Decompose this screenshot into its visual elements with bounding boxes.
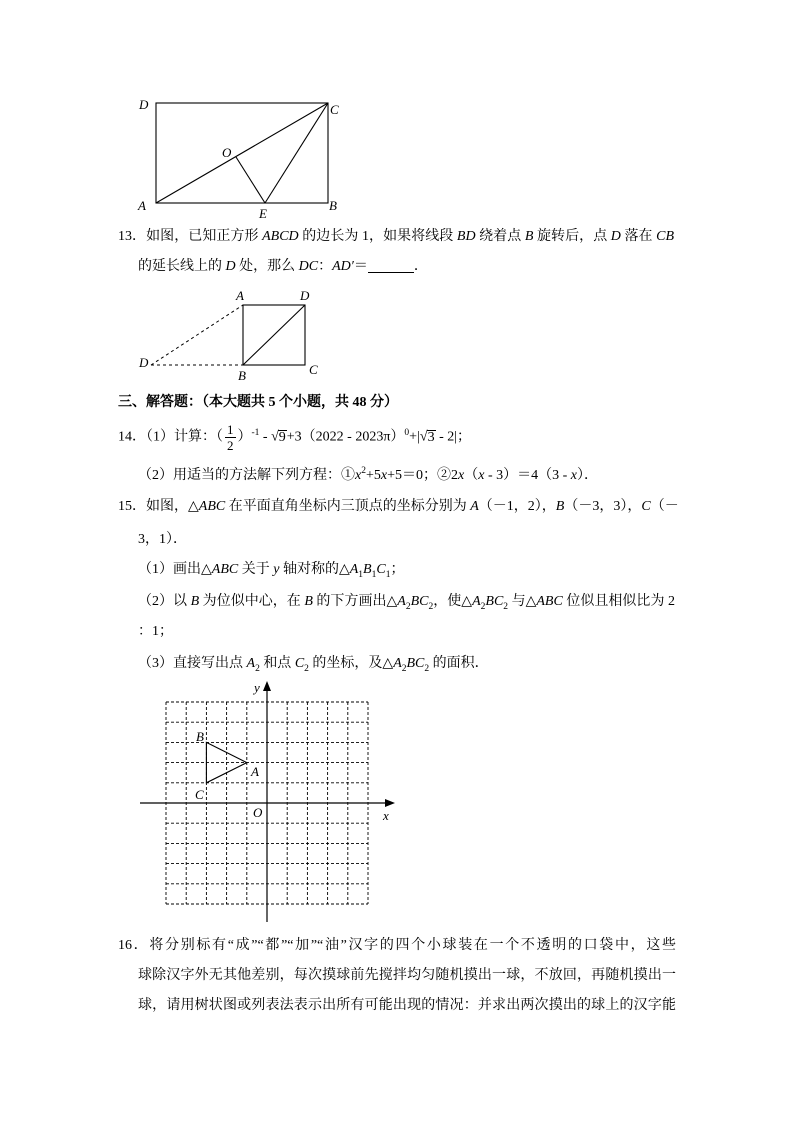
label-a: A bbox=[138, 198, 146, 213]
fraction-denominator: 2 bbox=[227, 438, 234, 453]
text-run: 如图，已知正方形 bbox=[146, 229, 263, 244]
subscript: 1 bbox=[385, 570, 391, 580]
text-run: 和点 bbox=[259, 656, 295, 671]
math-variable: C bbox=[641, 499, 651, 514]
math-variable: ABC bbox=[536, 594, 563, 609]
section-heading: 三、解答题：（本大题共 5 个小题，共 48 分） bbox=[118, 395, 398, 410]
label-d: D bbox=[300, 288, 310, 303]
text-run: ： bbox=[318, 259, 333, 274]
subscript: 1 bbox=[371, 570, 377, 580]
text-run: +5 bbox=[365, 468, 381, 483]
question-number: 16． bbox=[118, 938, 150, 953]
q15-line-2: 3，1）． bbox=[138, 532, 187, 547]
math-variable: BD bbox=[456, 229, 476, 244]
figure-rectangle-abcd bbox=[137, 97, 339, 221]
text-run: （1）画出△ bbox=[138, 562, 212, 577]
text-run: 的边长为 1，如果将线段 bbox=[298, 229, 457, 244]
text-run: （2）用适当的方法解下列方程：① bbox=[138, 468, 355, 483]
segment-oe bbox=[236, 157, 265, 203]
subscript: 1 bbox=[358, 570, 364, 580]
text-run: 的面积． bbox=[429, 656, 489, 671]
text-run: （1）计算：（ bbox=[146, 429, 223, 445]
math-variable: AD′ bbox=[332, 259, 354, 274]
label-b: B bbox=[196, 729, 204, 744]
math-variable: ABCD bbox=[262, 229, 299, 244]
q15-sub-3 bbox=[138, 654, 489, 674]
math-variable: C bbox=[376, 562, 386, 577]
math-variable: B bbox=[190, 594, 200, 609]
text-run: ； bbox=[390, 562, 405, 577]
superscript: 0 bbox=[404, 427, 410, 438]
q16-line-2: 球除汉字外无其他差别，每次摸球前先搅拌均匀随机摸出一球，不放回，再随机摸出一 bbox=[138, 968, 676, 983]
subscript: 2 bbox=[405, 602, 411, 612]
text-run: （3）直接写出点 bbox=[138, 656, 247, 671]
superscript: 2 bbox=[361, 466, 366, 476]
q15-sub-2-line-2: ：1； bbox=[138, 624, 173, 639]
text-run: - 2|； bbox=[435, 429, 472, 445]
math-variable: D bbox=[610, 229, 621, 244]
text-run: （－1，2）， bbox=[478, 499, 556, 514]
math-variable: A bbox=[397, 594, 406, 609]
text-run: （－3，3）， bbox=[564, 499, 642, 514]
x-axis-arrow-icon bbox=[385, 799, 395, 807]
text-run: 的延长线上的 bbox=[138, 259, 226, 274]
text-run: ）． bbox=[576, 468, 598, 483]
subscript: 2 bbox=[480, 602, 486, 612]
subscript: 2 bbox=[401, 664, 407, 674]
radical-sign: √ bbox=[419, 429, 428, 445]
math-variable: A bbox=[470, 499, 479, 514]
text-run: （－ bbox=[650, 499, 679, 514]
label-d: D bbox=[139, 97, 149, 112]
math-variable: x bbox=[478, 468, 485, 483]
q14-part-1 bbox=[118, 423, 471, 452]
subscript: 2 bbox=[428, 602, 434, 612]
superscript: -1 bbox=[251, 427, 260, 438]
label-o: O bbox=[222, 145, 232, 160]
math-variable: BC bbox=[410, 594, 429, 609]
label-a: A bbox=[251, 764, 259, 779]
text-run: （2）以 bbox=[138, 594, 191, 609]
text-run: 轴对称的△ bbox=[279, 562, 350, 577]
axis-label-x: x bbox=[383, 808, 389, 823]
math-variable: D bbox=[225, 259, 236, 274]
q14-part-2 bbox=[138, 466, 598, 486]
math-variable: DC bbox=[298, 259, 319, 274]
text-run: 将分别标有“成”“都”“加”“油”汉字的四个小球装在一个不透明的口袋中，这些 bbox=[149, 938, 677, 953]
dashed-segment-d-prime-a bbox=[151, 305, 243, 365]
math-variable: ABC bbox=[198, 499, 226, 514]
math-variable: x bbox=[355, 468, 362, 483]
text-run: +| bbox=[409, 429, 420, 445]
math-variable: ABC bbox=[211, 562, 239, 577]
segment-ec bbox=[265, 103, 328, 203]
figure-square-abcd bbox=[138, 288, 318, 383]
fraction bbox=[225, 423, 236, 452]
math-variable: y bbox=[273, 562, 280, 577]
label-d-rotated: D bbox=[139, 355, 149, 370]
answer-blank bbox=[368, 258, 414, 273]
text-run: 旋转后，点 bbox=[533, 229, 611, 244]
math-variable: B bbox=[524, 229, 534, 244]
q16-line-3: 球，请用树状图或列表法表示出所有可能出现的情况：并求出两次摸出的球上的汉字能 bbox=[138, 998, 676, 1013]
text-run: +5＝0；②2 bbox=[387, 468, 458, 483]
label-c: C bbox=[330, 102, 339, 117]
subscript: 2 bbox=[503, 602, 509, 612]
diagonal-ac bbox=[156, 103, 328, 203]
text-run: ，使△ bbox=[433, 594, 473, 609]
text-run: （ bbox=[464, 468, 479, 483]
label-c: C bbox=[195, 787, 204, 802]
text-run: ） bbox=[237, 429, 252, 445]
q15-line-1 bbox=[118, 497, 679, 517]
math-variable: A bbox=[393, 656, 402, 671]
axis-label-y: y bbox=[254, 680, 260, 695]
text-run: 与△ bbox=[508, 594, 537, 609]
math-variable: B bbox=[555, 499, 565, 514]
text-run: 处，那么 bbox=[235, 259, 299, 274]
math-variable: BC bbox=[406, 656, 425, 671]
text-run: 绕着点 bbox=[475, 229, 525, 244]
text-run: 如图，△ bbox=[146, 499, 199, 514]
label-e: E bbox=[259, 206, 267, 221]
subscript: 2 bbox=[424, 664, 430, 674]
math-variable: B bbox=[304, 594, 313, 609]
diagonal-bd bbox=[243, 305, 305, 365]
subscript: 2 bbox=[304, 664, 309, 674]
q13-line-2 bbox=[138, 257, 428, 277]
question-number: 13． bbox=[118, 229, 147, 244]
math-variable: A bbox=[472, 594, 481, 609]
label-origin: O bbox=[253, 805, 263, 820]
math-variable: C bbox=[294, 656, 305, 671]
question-number: 14． bbox=[118, 429, 146, 445]
q13-line-1 bbox=[118, 227, 674, 247]
math-variable: B bbox=[363, 562, 372, 577]
radicand: 9 bbox=[278, 429, 286, 445]
q15-sub-2-line-1 bbox=[138, 592, 675, 612]
math-variable: x bbox=[380, 468, 388, 483]
text-run: +3（2022 - 2023π） bbox=[286, 429, 405, 445]
text-run: 的坐标，及△ bbox=[308, 656, 394, 671]
radical-sign: √ bbox=[271, 429, 279, 445]
math-variable: A bbox=[246, 656, 256, 671]
text-run: - bbox=[259, 429, 272, 445]
text-run: ＝ bbox=[353, 259, 368, 274]
radicand: 3 bbox=[427, 429, 435, 445]
math-variable: x bbox=[570, 468, 577, 483]
question-number: 15． bbox=[118, 499, 146, 514]
math-variable: CB bbox=[656, 229, 675, 244]
text-run: ． bbox=[413, 259, 428, 274]
text-run: - 3）＝4（3 - bbox=[484, 468, 571, 483]
q15-sub-1 bbox=[138, 560, 404, 580]
text-run: 关于 bbox=[238, 562, 274, 577]
label-a: A bbox=[236, 288, 244, 303]
text-run: 落在 bbox=[620, 229, 657, 244]
math-variable: A bbox=[349, 562, 359, 577]
math-variable: BC bbox=[485, 594, 504, 609]
y-axis-arrow-icon bbox=[263, 681, 271, 691]
label-b: B bbox=[238, 368, 246, 383]
text-run: 在平面直角坐标内三顶点的坐标分别为 bbox=[225, 499, 471, 514]
text-run: 位似且相似比为 2 bbox=[562, 594, 675, 609]
label-b: B bbox=[329, 198, 337, 213]
label-c: C bbox=[309, 362, 318, 377]
figure-coordinate-plane bbox=[140, 680, 395, 922]
fraction-numerator: 1 bbox=[227, 422, 234, 437]
subscript: 2 bbox=[255, 664, 260, 674]
text-run: 为位似中心，在 bbox=[199, 594, 305, 609]
math-variable: x bbox=[458, 468, 465, 483]
text-run: 的下方画出△ bbox=[312, 594, 398, 609]
q16-line-1 bbox=[118, 936, 676, 956]
